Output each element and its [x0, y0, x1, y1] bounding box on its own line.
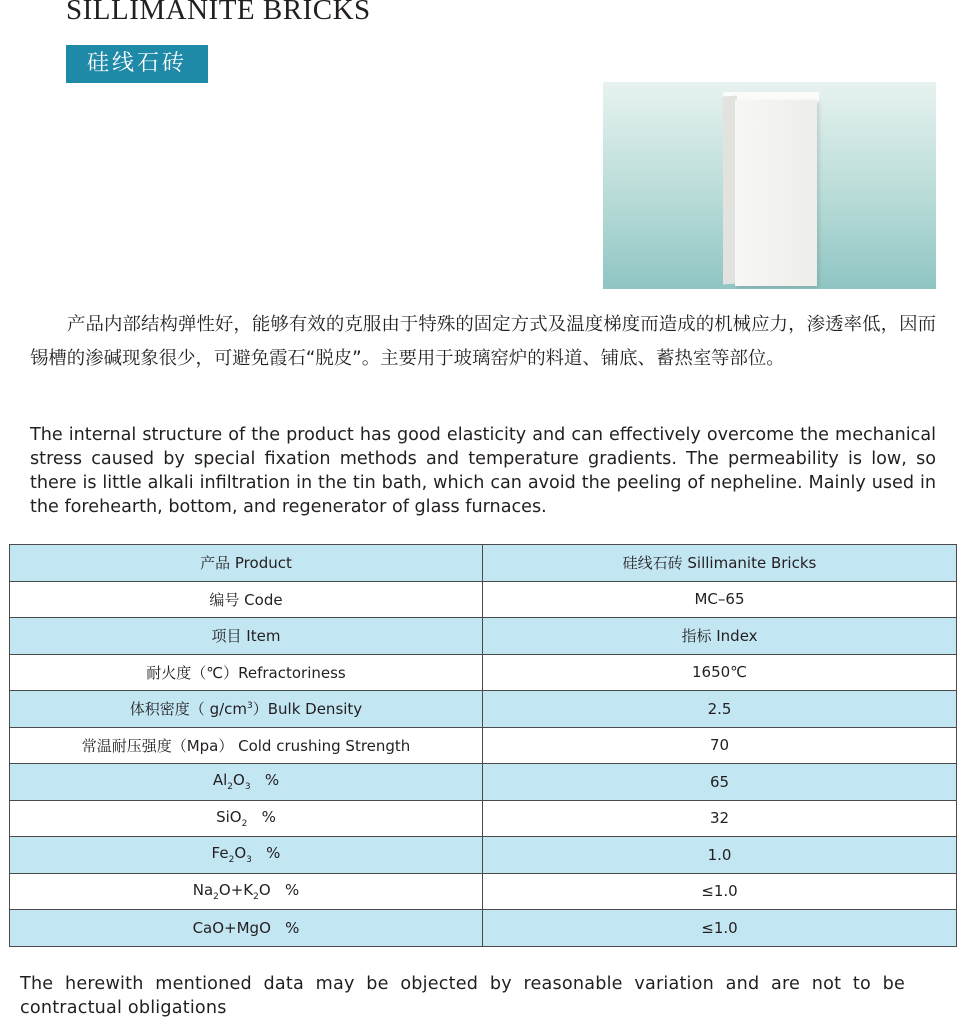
cao-mgo-value-cell: ≤1.0	[483, 910, 957, 947]
superscript: 3	[247, 701, 253, 712]
table-row	[10, 764, 957, 801]
product-value-cell: 硅线石砖 Sillimanite Bricks	[483, 545, 957, 582]
subscript: 2	[228, 855, 235, 866]
al2o3-label-cell	[10, 764, 483, 801]
table-row	[10, 800, 957, 837]
bulk-density-label-cell	[10, 691, 483, 728]
table-row	[10, 727, 957, 764]
sio2-label-cell	[10, 800, 483, 837]
table-row	[10, 837, 957, 874]
disclaimer-note: The herewith mentioned data may be objected by reasonable variation and are not to be contractual obligations	[20, 974, 905, 1018]
label-text: ）Bulk Density	[252, 700, 363, 719]
al2o3-value-cell: 65	[483, 764, 957, 801]
product-label-cell: 产品 Product	[10, 545, 483, 582]
subscript: 2	[213, 891, 219, 902]
label-text: O	[234, 844, 247, 863]
subscript: 3	[246, 855, 252, 866]
label-text: O+K	[218, 880, 254, 899]
table-row	[10, 618, 957, 655]
bulk-density-value-cell: 2.5	[483, 691, 957, 728]
label-text: %	[251, 844, 281, 863]
code-value-cell: MC–65	[483, 581, 957, 618]
label-text: %	[247, 807, 276, 826]
item-header-cell: 项目 Item	[10, 618, 483, 655]
subscript: 2	[241, 818, 248, 829]
label-text: O %	[258, 880, 300, 899]
refractoriness-label-cell: 耐火度（℃）Refractoriness	[10, 654, 483, 691]
label-text: Na	[192, 880, 214, 899]
table-row	[10, 654, 957, 691]
table-row	[10, 691, 957, 728]
alkali-value-cell: ≤1.0	[483, 873, 957, 910]
label-text: 体积密度（ g/cm	[129, 700, 247, 719]
subscript: 3	[244, 782, 251, 793]
subscript: 2	[227, 782, 234, 793]
page-title: SILLIMANITE BRICKS	[66, 0, 371, 26]
description-english: The internal structure of the product has good elasticity and can effectively overcome the mechanical stress caused by special fixation methods and temperature gradients. The permeability is low, so there is little alkali infiltration in the tin bath, which can avoid the peeling of nepheline. Mainly used in the forehearth, bottom, and regenerator of glass furnaces.	[30, 425, 936, 517]
crushing-strength-label-cell: 常温耐压强度（Mpa） Cold crushing Strength	[10, 727, 483, 764]
description-chinese: 产品内部结构弹性好，能够有效的克服由于特殊的固定方式及温度梯度而造成的机械应力，渗透率低，因而锡槽的渗碱现象很少，可避免霞石“脱皮”。主要用于玻璃窑炉的料道、铺底、蓄热室等部位。	[30, 314, 936, 369]
label-text: Fe	[211, 844, 229, 863]
subscript: 2	[253, 891, 259, 902]
alkali-label-cell	[10, 873, 483, 910]
table-row	[10, 873, 957, 910]
label-text: O	[233, 771, 245, 790]
table-row	[10, 910, 957, 947]
table-row	[10, 545, 957, 582]
crushing-strength-value-cell: 70	[483, 727, 957, 764]
table-row	[10, 581, 957, 618]
cao-mgo-label-cell: CaO+MgO %	[10, 910, 483, 947]
product-photo	[603, 82, 936, 289]
label-text: SiO	[216, 807, 242, 826]
fe2o3-value-cell: 1.0	[483, 837, 957, 874]
brick-front-face	[735, 100, 817, 286]
index-header-cell: 指标 Index	[483, 618, 957, 655]
sio2-value-cell: 32	[483, 800, 957, 837]
code-label-cell: 编号 Code	[10, 581, 483, 618]
fe2o3-label-cell	[10, 837, 483, 874]
chinese-title-badge: 硅线石砖	[66, 45, 208, 83]
label-text: %	[250, 771, 280, 790]
spec-table	[9, 544, 957, 947]
label-text: Al	[212, 771, 228, 790]
refractoriness-value-cell: 1650℃	[483, 654, 957, 691]
